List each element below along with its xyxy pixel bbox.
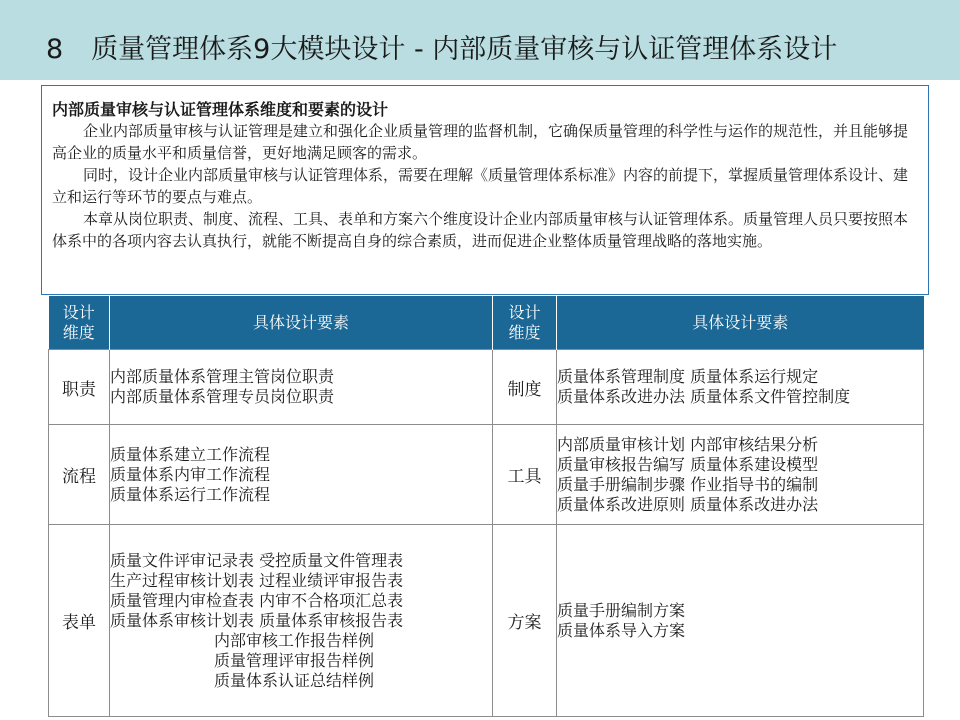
elements-cell [110,525,493,717]
element-item: 质量管理评审报告样例 [214,650,375,670]
table-row [49,525,924,717]
element-item: 质量体系导入方案 [557,620,686,640]
section-number: 8 [46,34,64,65]
element-item: 内部审核工作报告样例 [214,630,375,650]
table-row [49,350,924,425]
element-item: 质量体系审核计划表 质量体系审核报告表 [110,610,404,630]
header-elements-right: 具体设计要素 [557,296,924,350]
element-item: 内部质量体系管理主管岗位职责 [110,367,335,386]
element-item: 质量体系认证总结样例 [214,670,375,690]
element-item: 质量体系运行工作流程 [110,484,271,504]
element-item: 质量体系改进办法 质量体系文件管控制度 [557,387,851,406]
intro-paragraph-3: 本章从岗位职责、制度、流程、工具、表单和方案六个维度设计企业内部质量审核与认证管理体系。质量管理人员只要按照本体系中的各项内容去认真执行，就能不断提高自身的综合素质，进而促进企业整体质量管理战略的落地实施。 [52,210,909,250]
elements-cell [557,525,924,717]
section-title: 质量管理体系9大模块设计 - 内部质量审核与认证管理体系设计 [91,34,838,65]
elements-cell [110,425,493,525]
dimension-cell: 职责 [49,350,110,425]
table-row [49,425,924,525]
element-item: 质量体系内审工作流程 [110,464,271,484]
element-item: 质量体系改进原则 质量体系改进办法 [557,494,819,514]
element-item: 质量文件评审记录表 受控质量文件管理表 [110,550,404,570]
element-item: 生产过程审核计划表 过程业绩评审报告表 [110,570,404,590]
element-item: 质量管理内审检查表 内审不合格项汇总表 [110,590,404,610]
dimension-cell: 流程 [49,425,110,525]
element-item: 质量体系管理制度 质量体系运行规定 [557,367,819,386]
element-item: 质量手册编制步骤 作业指导书的编制 [557,474,819,494]
element-item: 质量体系建立工作流程 [110,444,271,464]
dimension-cell: 表单 [49,525,110,717]
dimension-cell: 方案 [493,525,557,717]
element-item: 内部质量审核计划 内部审核结果分析 [557,434,819,454]
intro-paragraph-2: 同时，设计企业内部质量审核与认证管理体系，需要在理解《质量管理体系标准》内容的前提下，掌握质量管理体系设计、建立和运行等环节的要点与难点。 [52,166,909,206]
page-title [46,30,837,70]
intro-box [41,85,929,295]
elements-cell [110,350,493,425]
element-item: 质量审核报告编写 质量体系建设模型 [557,454,819,474]
design-table [48,296,924,717]
table-header-row [49,296,924,350]
header-elements-left: 具体设计要素 [110,296,493,350]
header-dimension-left: 设计 维度 [49,296,110,350]
dimension-cell: 工具 [493,425,557,525]
elements-cell [557,425,924,525]
header-dimension-right: 设计 维度 [493,296,557,350]
dimension-cell: 制度 [493,350,557,425]
elements-cell [557,350,924,425]
element-item: 质量手册编制方案 [557,600,686,620]
intro-heading: 内部质量审核与认证管理体系维度和要素的设计 [52,100,389,119]
element-item: 内部质量体系管理专员岗位职责 [110,387,335,406]
intro-paragraph-1: 企业内部质量审核与认证管理是建立和强化企业质量管理的监督机制，它确保质量管理的科学性与运作的规范性，并且能够提高企业的质量水平和质量信誉，更好地满足顾客的需求。 [52,122,909,162]
